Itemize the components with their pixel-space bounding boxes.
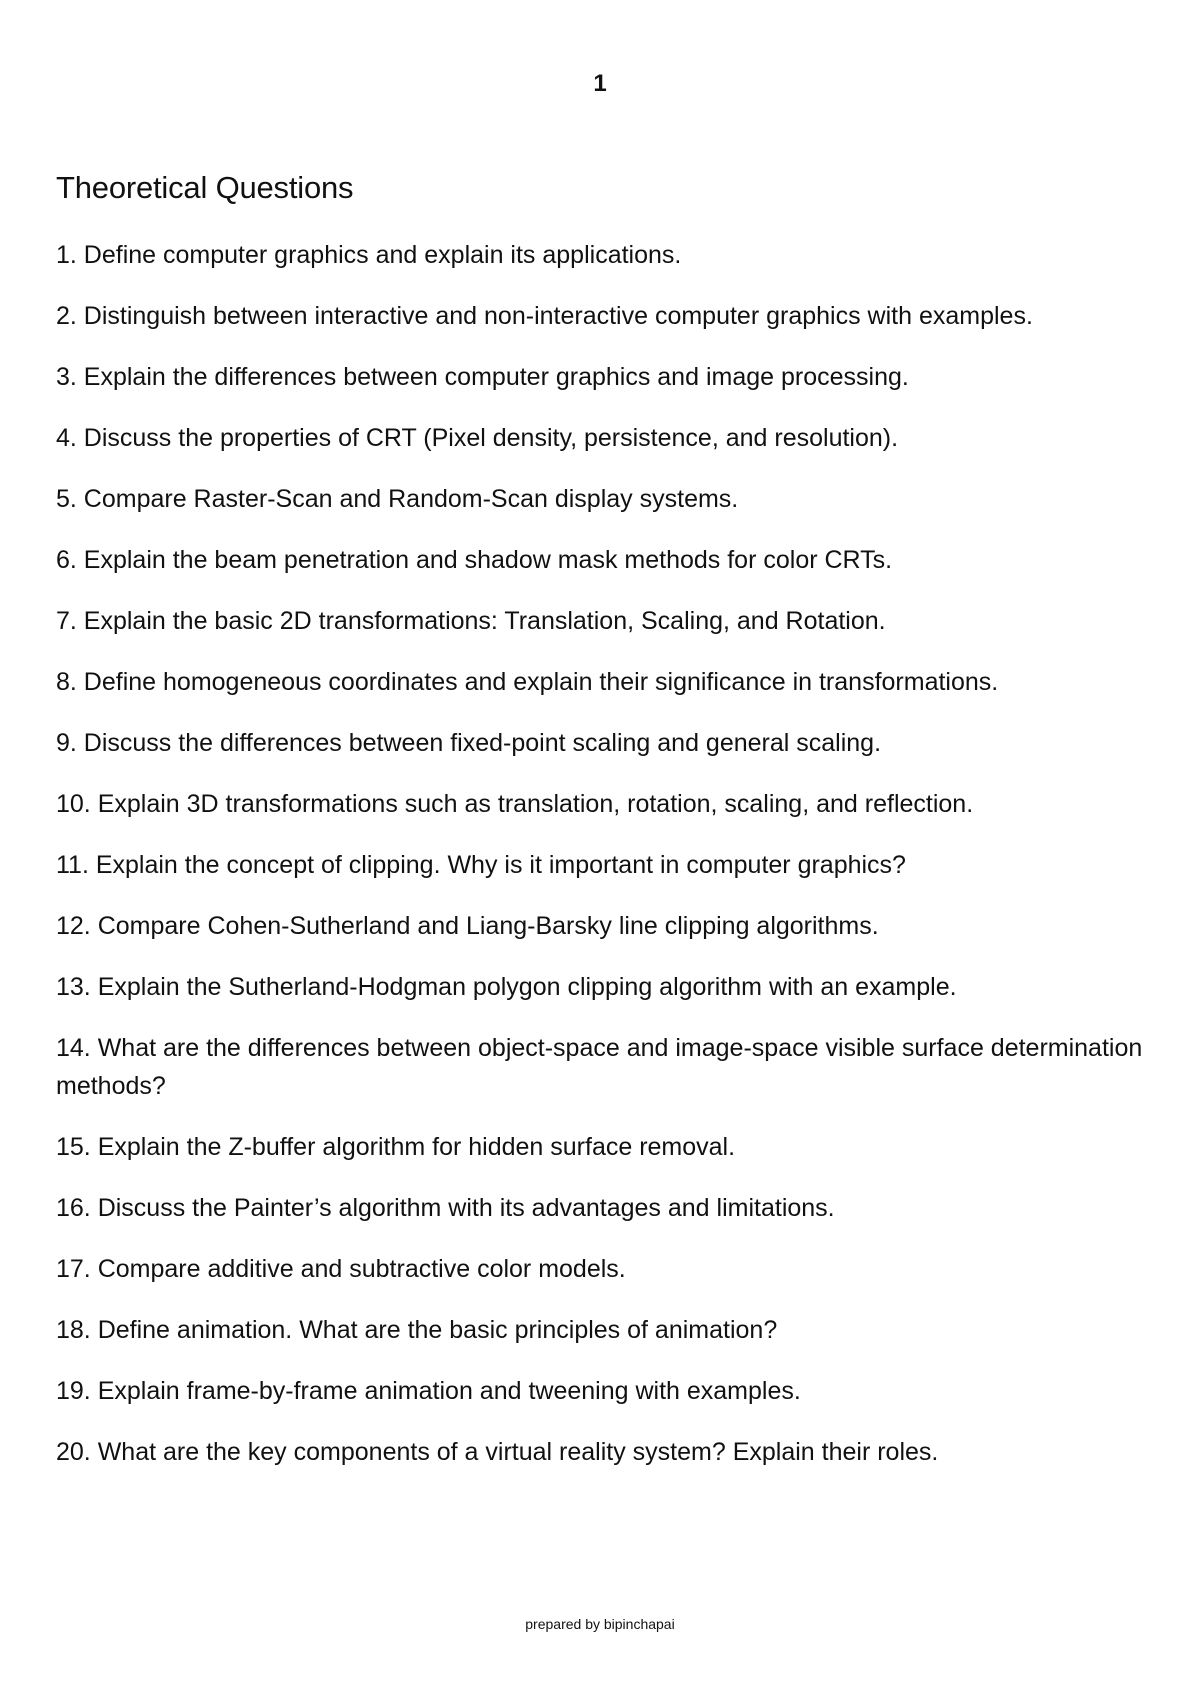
question-item-16: 16. Discuss the Painter’s algorithm with its advantages and limitations. [56,1194,835,1222]
question-item-4: 4. Discuss the properties of CRT (Pixel density, persistence, and resolution). [56,424,899,452]
question-item-17: 17. Compare additive and subtractive color models. [56,1255,626,1283]
question-item-10: 10. Explain 3D transformations such as translation, rotation, scaling, and reflection. [56,790,974,818]
question-item-3: 3. Explain the differences between computer graphics and image processing. [56,363,909,391]
question-item-1: 1. Define computer graphics and explain its applications. [56,241,682,269]
question-item-12: 12. Compare Cohen-Sutherland and Liang-Barsky line clipping algorithms. [56,912,879,940]
question-item-2: 2. Distinguish between interactive and non-interactive computer graphics with examples. [56,302,1033,330]
question-item-9: 9. Discuss the differences between fixed-point scaling and general scaling. [56,729,882,757]
question-item-6: 6. Explain the beam penetration and shadow mask methods for color CRTs. [56,546,893,574]
question-item-7: 7. Explain the basic 2D transformations: Translation, Scaling, and Rotation. [56,607,886,635]
question-item-5: 5. Compare Raster-Scan and Random-Scan display systems. [56,485,739,513]
question-item-20: 20. What are the key components of a virtual reality system? Explain their roles. [56,1438,939,1466]
question-item-14: 14. What are the differences between object-space and image-space visible surface determination methods? [56,1034,1143,1100]
question-item-19: 19. Explain frame-by-frame animation and tweening with examples. [56,1377,801,1405]
question-item-15: 15. Explain the Z-buffer algorithm for hidden surface removal. [56,1133,736,1161]
question-item-18: 18. Define animation. What are the basic principles of animation? [56,1316,778,1344]
question-list [56,236,1156,1494]
section-title: Theoretical Questions [56,170,354,205]
question-item-8: 8. Define homogeneous coordinates and explain their significance in transformations. [56,668,999,696]
question-item-11: 11. Explain the concept of clipping. Why is it important in computer graphics? [56,851,906,879]
question-item-13: 13. Explain the Sutherland-Hodgman polygon clipping algorithm with an example. [56,973,957,1001]
page-number: 1 [593,70,607,97]
footer-credit: prepared by bipinchapai [525,1616,675,1632]
